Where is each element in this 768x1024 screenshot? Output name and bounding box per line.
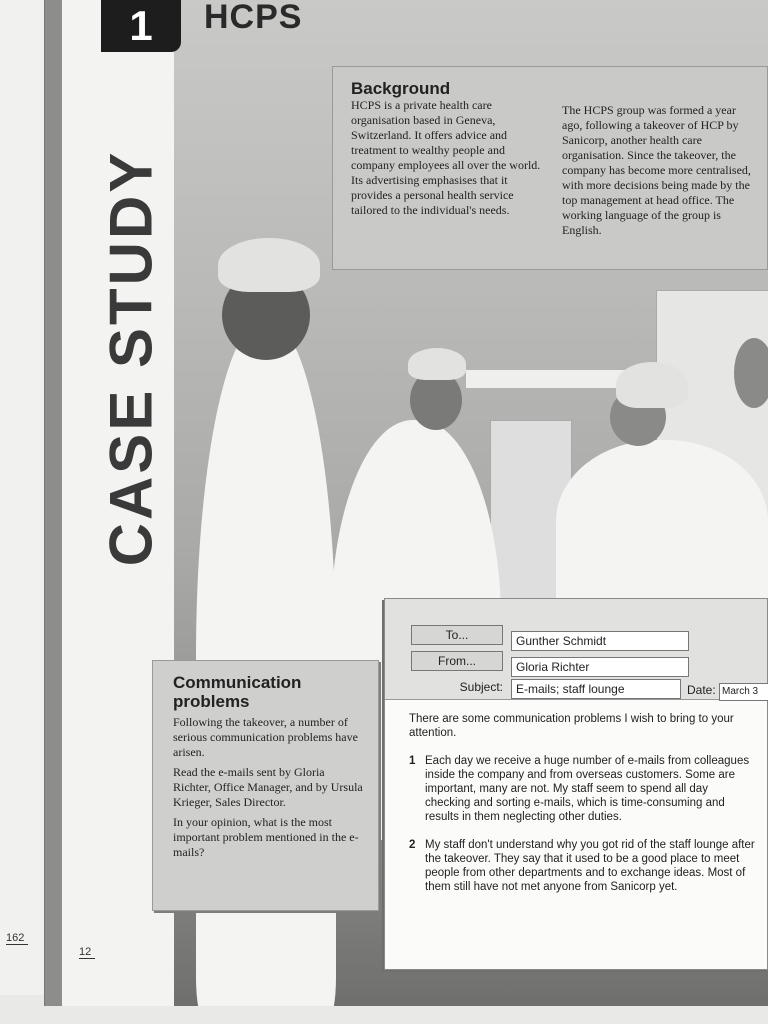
date-label: Date: (687, 683, 716, 697)
ceiling-light (466, 370, 636, 388)
email-point (409, 838, 755, 894)
background-box (332, 66, 768, 270)
doctor-left-cap (218, 238, 320, 292)
case-study-vertical-label (81, 95, 181, 620)
to-button[interactable]: To... (411, 625, 503, 645)
underlying-page-number: 162 (6, 932, 28, 945)
email-intro: There are some communication problems I wish to bring to your attention. (409, 713, 734, 739)
email-point (409, 754, 755, 824)
case-title: HCPS (204, 0, 303, 36)
doctor-right-head (734, 338, 768, 408)
email-window (384, 598, 768, 970)
communication-text-1: Following the takeover, a number of serious communication problems have arisen. (173, 715, 358, 759)
case-study-text: CASE STUDY (97, 149, 165, 566)
communication-heading: Communication problems (173, 673, 302, 711)
date-field[interactable]: March 3 (719, 683, 768, 701)
subject-field[interactable]: E-mails; staff lounge (511, 679, 681, 699)
unit-number-tab: 1 (101, 0, 181, 52)
doctor-middle-cap (408, 348, 466, 380)
background-heading: Background (351, 79, 451, 98)
communication-text-2: Read the e-mails sent by Gloria Richter, Office Manager, and by Ursula Krieger, Sales Director. (173, 765, 363, 809)
email-point-text: Each day we receive a huge number of e-mails from colleagues inside the company and from overseas customers. Some are important, many are not. My staff seem to spend all day checking and sorting e-mails, which is time-consuming and results in them neglecting other duties. (425, 755, 750, 823)
email-body (385, 700, 767, 894)
email-point-text: My staff don't understand why you got rid of the staff lounge after the takeover. They say that it used to be a good place to meet people from other departments and to exchange ideas. Most of them still have not met anyone from Sanicorp yet. (425, 839, 755, 893)
to-field[interactable]: Gunther Schmidt (511, 631, 689, 651)
email-header (385, 599, 767, 700)
page-number: 12 (79, 946, 95, 959)
communication-text-3: In your opinion, what is the most important problem mentioned in the e-mails? (173, 815, 359, 859)
background-text-2: The HCPS group was formed a year ago, following a takeover of HCP by Sanicorp, another health care organisation. Since the takeover, the company has become more centralised, with more decisions being made by the top management at head office. The working language of the group is English. (562, 103, 751, 237)
email-point-number: 2 (409, 839, 416, 851)
from-field[interactable]: Gloria Richter (511, 657, 689, 677)
background-text-1: HCPS is a private health care organisation based in Geneva, Switzerland. It offers advice and treatment to wealthy people and company employees all over the world. Its advertising emphasises that it provides a personal health service tailored to the individual's needs. (351, 98, 541, 217)
background-column-1 (351, 81, 546, 263)
doctor-woman (556, 440, 768, 610)
subject-label: Subject: (459, 680, 503, 694)
doctor-woman-cap (616, 362, 688, 408)
communication-problems-box (152, 660, 379, 911)
from-button[interactable]: From... (411, 651, 503, 671)
email-point-number: 1 (409, 755, 416, 767)
background-column-2 (562, 81, 757, 263)
